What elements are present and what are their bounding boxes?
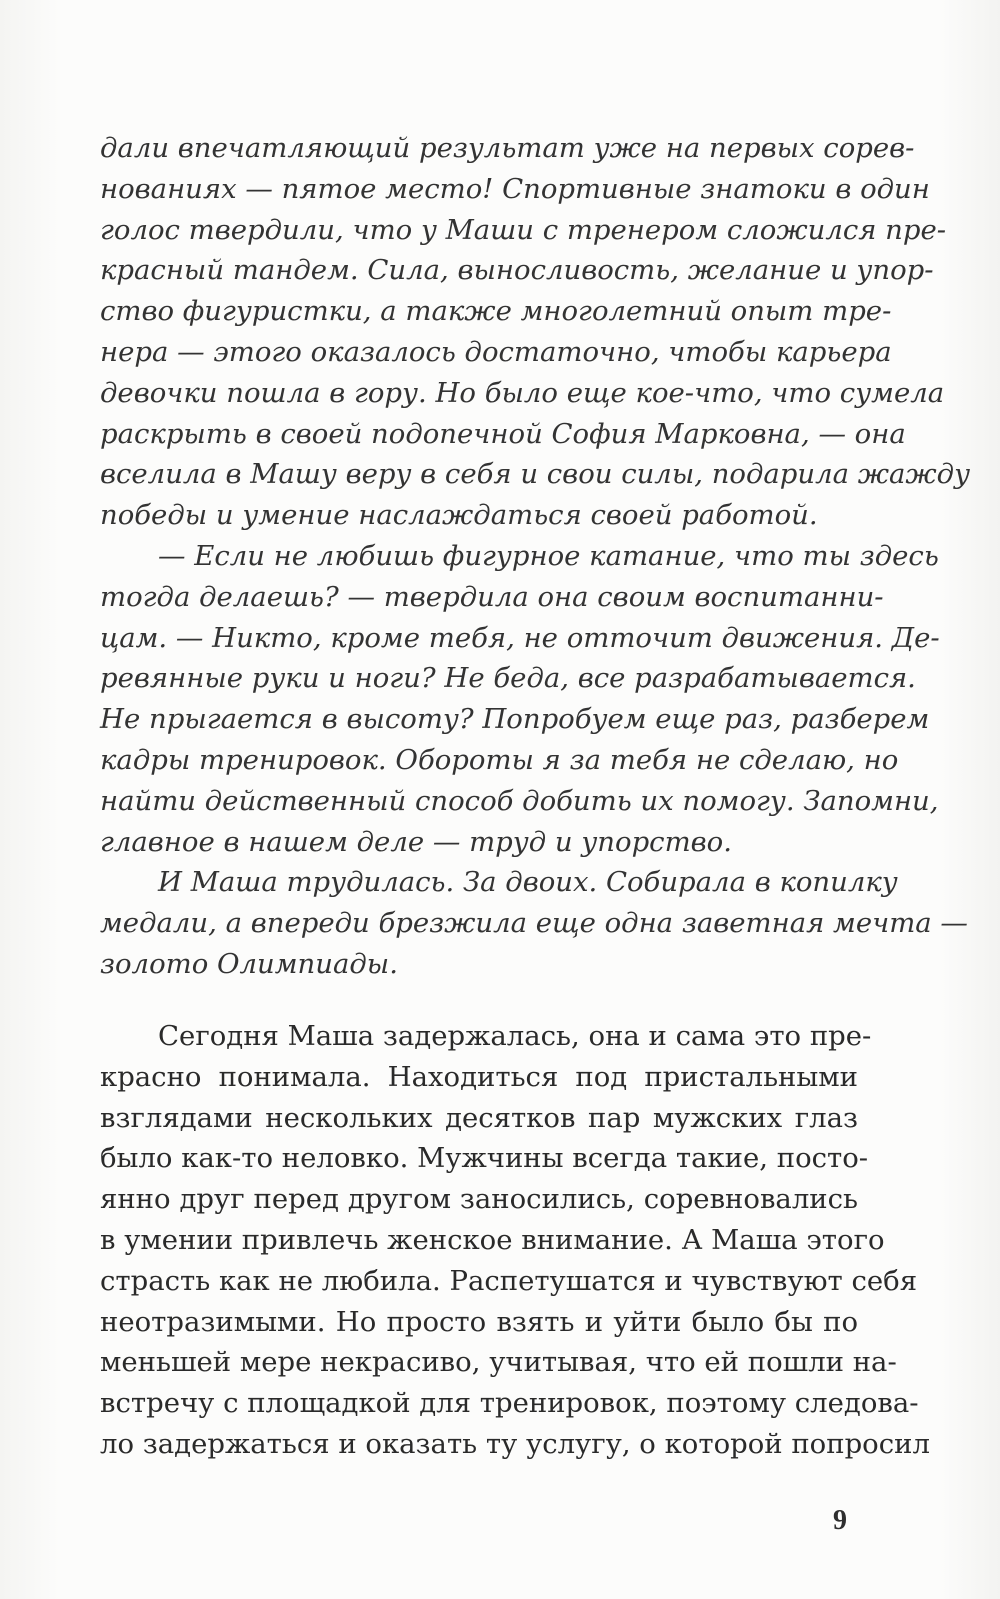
text-line: встречу с площадкой для тренировок, поэтому следова- <box>100 1387 919 1420</box>
text-line: медали, а впереди брезжила еще одна заветная мечта — <box>100 907 968 940</box>
text-line: в умении привлечь женское внимание. А Маша этого <box>100 1223 885 1256</box>
text-line: найти действенный способ добить их помогу. Запомни, <box>100 784 939 817</box>
text-line: победы и умение наслаждаться своей работой. <box>100 499 818 532</box>
text-line: раскрыть в своей подопечной София Марковна, — она <box>100 417 906 450</box>
text-line: вселила в Машу веру в себя и свои силы, подарила жажду <box>100 458 971 491</box>
text-line: девочки пошла в гору. Но было еще кое-что, что сумела <box>100 376 945 409</box>
text-line: золото Олимпиады. <box>100 947 398 980</box>
text-line: ство фигуристки, а также многолетний опыт тре- <box>100 295 892 328</box>
text-line: главное в нашем деле — труд и упорство. <box>100 825 732 858</box>
text-line: взглядами нескольких десятков пар мужских глаз <box>100 1101 858 1134</box>
text-line: кадры тренировок. Обороты я за тебя не сделаю, но <box>100 743 899 776</box>
text-line: неотразимыми. Но просто взять и уйти было бы по <box>100 1305 858 1338</box>
page-number: 9 <box>833 1505 847 1536</box>
dialogue-line: — Если не любишь фигурное катание, что ты здесь <box>158 539 939 572</box>
text-line: голос твердили, что у Маши с тренером сложился пре- <box>100 213 947 246</box>
text-line: было как-то неловко. Мужчины всегда такие, посто- <box>100 1142 869 1175</box>
paragraph-first-line: Сегодня Маша задержалась, она и сама это пре- <box>158 1020 872 1052</box>
text-line: меньшей мере некрасиво, учитывая, что ей пошли на- <box>100 1346 897 1379</box>
text-line: янно друг перед другом заносились, соревновались <box>100 1183 858 1216</box>
text-line: страсть как не любила. Распетушатся и чувствуют себя <box>100 1264 918 1297</box>
paragraph-first-line: И Маша трудилась. За двоих. Собирала в копилку <box>158 866 898 899</box>
text-line: тогда делаешь? — твердила она своим воспитанни- <box>100 580 884 613</box>
text-line: нованиях — пятое место! Спортивные знатоки в один <box>100 172 930 205</box>
text-line: цам. — Никто, кроме тебя, не отточит движения. Де- <box>100 621 940 654</box>
italic-flashback-text <box>100 128 971 985</box>
text-line: ло задержаться и оказать ту услугу, о которой попросил <box>100 1427 930 1460</box>
text-line: дали впечатляющий результат уже на первых сорев- <box>100 132 915 164</box>
text-line: нера — этого оказалось достаточно, чтобы карьера <box>100 335 892 368</box>
text-line: Не прыгается в высоту? Попробуем еще раз, разберем <box>100 703 930 736</box>
text-line: ревянные руки и ноги? Не беда, все разрабатывается. <box>100 662 916 695</box>
text-line: красно понимала. Находиться под пристальными <box>100 1060 858 1093</box>
main-body-text <box>100 1016 930 1465</box>
text-line: красный тандем. Сила, выносливость, желание и упор- <box>100 254 934 287</box>
